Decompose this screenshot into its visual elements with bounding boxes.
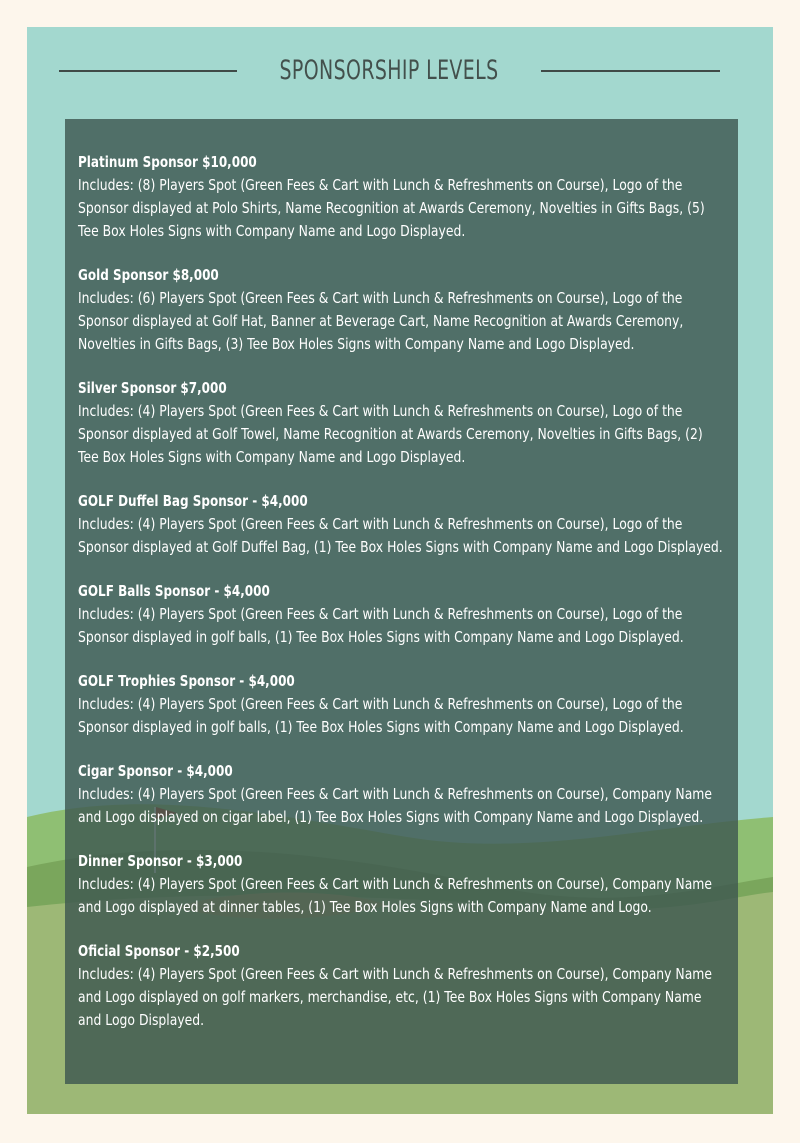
sponsor-level-title: GOLF Duffel Bag Sponsor - $4,000: [78, 492, 308, 510]
sponsor-level-title: GOLF Balls Sponsor - $4,000: [78, 582, 270, 600]
sponsor-level-golf-balls: [78, 580, 684, 649]
sponsor-level-title: GOLF Trophies Sponsor - $4,000: [78, 672, 295, 690]
sponsor-level-description: Includes: (6) Players Spot (Green Fees & Cart with Lunch & Refreshments on Course), Logo of the Sponsor displayed at Golf Hat, Banner at Beverage Cart, Name Recognition at Awards Ceremony, Novelties in Gifts Bags, (3) Tee Box Holes Signs with Company Name and Logo Displayed.: [78, 289, 684, 353]
sponsor-level-description: Includes: (4) Players Spot (Green Fees & Cart with Lunch & Refreshments on Course), Company Name and Logo displayed on golf markers, merchandise, etc, (1) Tee Box Holes Signs with Company Name and Logo Displayed.: [78, 965, 713, 1029]
sponsorship-level-list: [78, 151, 723, 1053]
sponsor-level-description: Includes: (4) Players Spot (Green Fees & Cart with Lunch & Refreshments on Course), Logo of the Sponsor displayed in golf balls, (1) Tee Box Holes Signs with Company Name and Logo Displayed.: [78, 695, 684, 736]
sponsor-level-silver: [78, 377, 703, 469]
sponsor-level-gold: [78, 264, 684, 356]
sponsor-level-title: Gold Sponsor $8,000: [78, 266, 219, 284]
sponsor-level-cigar: [78, 760, 713, 829]
sponsor-level-duffel-bag: [78, 490, 723, 559]
sponsor-level-description: Includes: (8) Players Spot (Green Fees & Cart with Lunch & Refreshments on Course), Logo of the Sponsor displayed at Polo Shirts, Name Recognition at Awards Ceremony, Novelties in Gifts Bags, (5) Tee Box Holes Signs with Company Name and Logo Displayed.: [78, 176, 705, 240]
sponsorship-panel: [65, 119, 738, 1084]
sponsor-level-dinner: [78, 850, 713, 919]
sponsor-level-description: Includes: (4) Players Spot (Green Fees & Cart with Lunch & Refreshments on Course), Logo of the Sponsor displayed in golf balls, (1) Tee Box Holes Signs with Company Name and Logo Displayed.: [78, 605, 684, 646]
sponsor-level-description: Includes: (4) Players Spot (Green Fees & Cart with Lunch & Refreshments on Course), Company Name and Logo displayed at dinner tables, (1) Tee Box Holes Signs with Company Name and Logo.: [78, 875, 713, 916]
sponsor-level-trophies: [78, 670, 684, 739]
sponsor-level-oficial: [78, 940, 713, 1032]
title-rule-left: [59, 70, 237, 72]
sponsor-level-platinum: [78, 151, 705, 243]
sponsor-level-title: Silver Sponsor $7,000: [78, 379, 227, 397]
sponsor-level-description: Includes: (4) Players Spot (Green Fees & Cart with Lunch & Refreshments on Course), Logo of the Sponsor displayed at Golf Towel, Name Recognition at Awards Ceremony, Novelties in Gifts Bags, (2) Tee Box Holes Signs with Company Name and Logo Displayed.: [78, 402, 703, 466]
sponsor-level-title: Cigar Sponsor - $4,000: [78, 762, 233, 780]
sponsor-level-description: Includes: (4) Players Spot (Green Fees & Cart with Lunch & Refreshments on Course), Company Name and Logo displayed on cigar label, (1) Tee Box Holes Signs with Company Name and Logo Displayed.: [78, 785, 713, 826]
sponsorship-frame: [27, 27, 773, 1114]
title-rule-right: [541, 70, 720, 72]
sponsor-level-title: Dinner Sponsor - $3,000: [78, 852, 243, 870]
title-row: [27, 49, 773, 93]
page-title: SPONSORSHIP LEVELS: [279, 55, 499, 86]
sponsor-level-title: Platinum Sponsor $10,000: [78, 153, 257, 171]
sponsor-level-description: Includes: (4) Players Spot (Green Fees & Cart with Lunch & Refreshments on Course), Logo of the Sponsor displayed at Golf Duffel Bag, (1) Tee Box Holes Signs with Company Name and Logo Displayed.: [78, 515, 723, 556]
sponsor-level-title: Oficial Sponsor - $2,500: [78, 942, 240, 960]
